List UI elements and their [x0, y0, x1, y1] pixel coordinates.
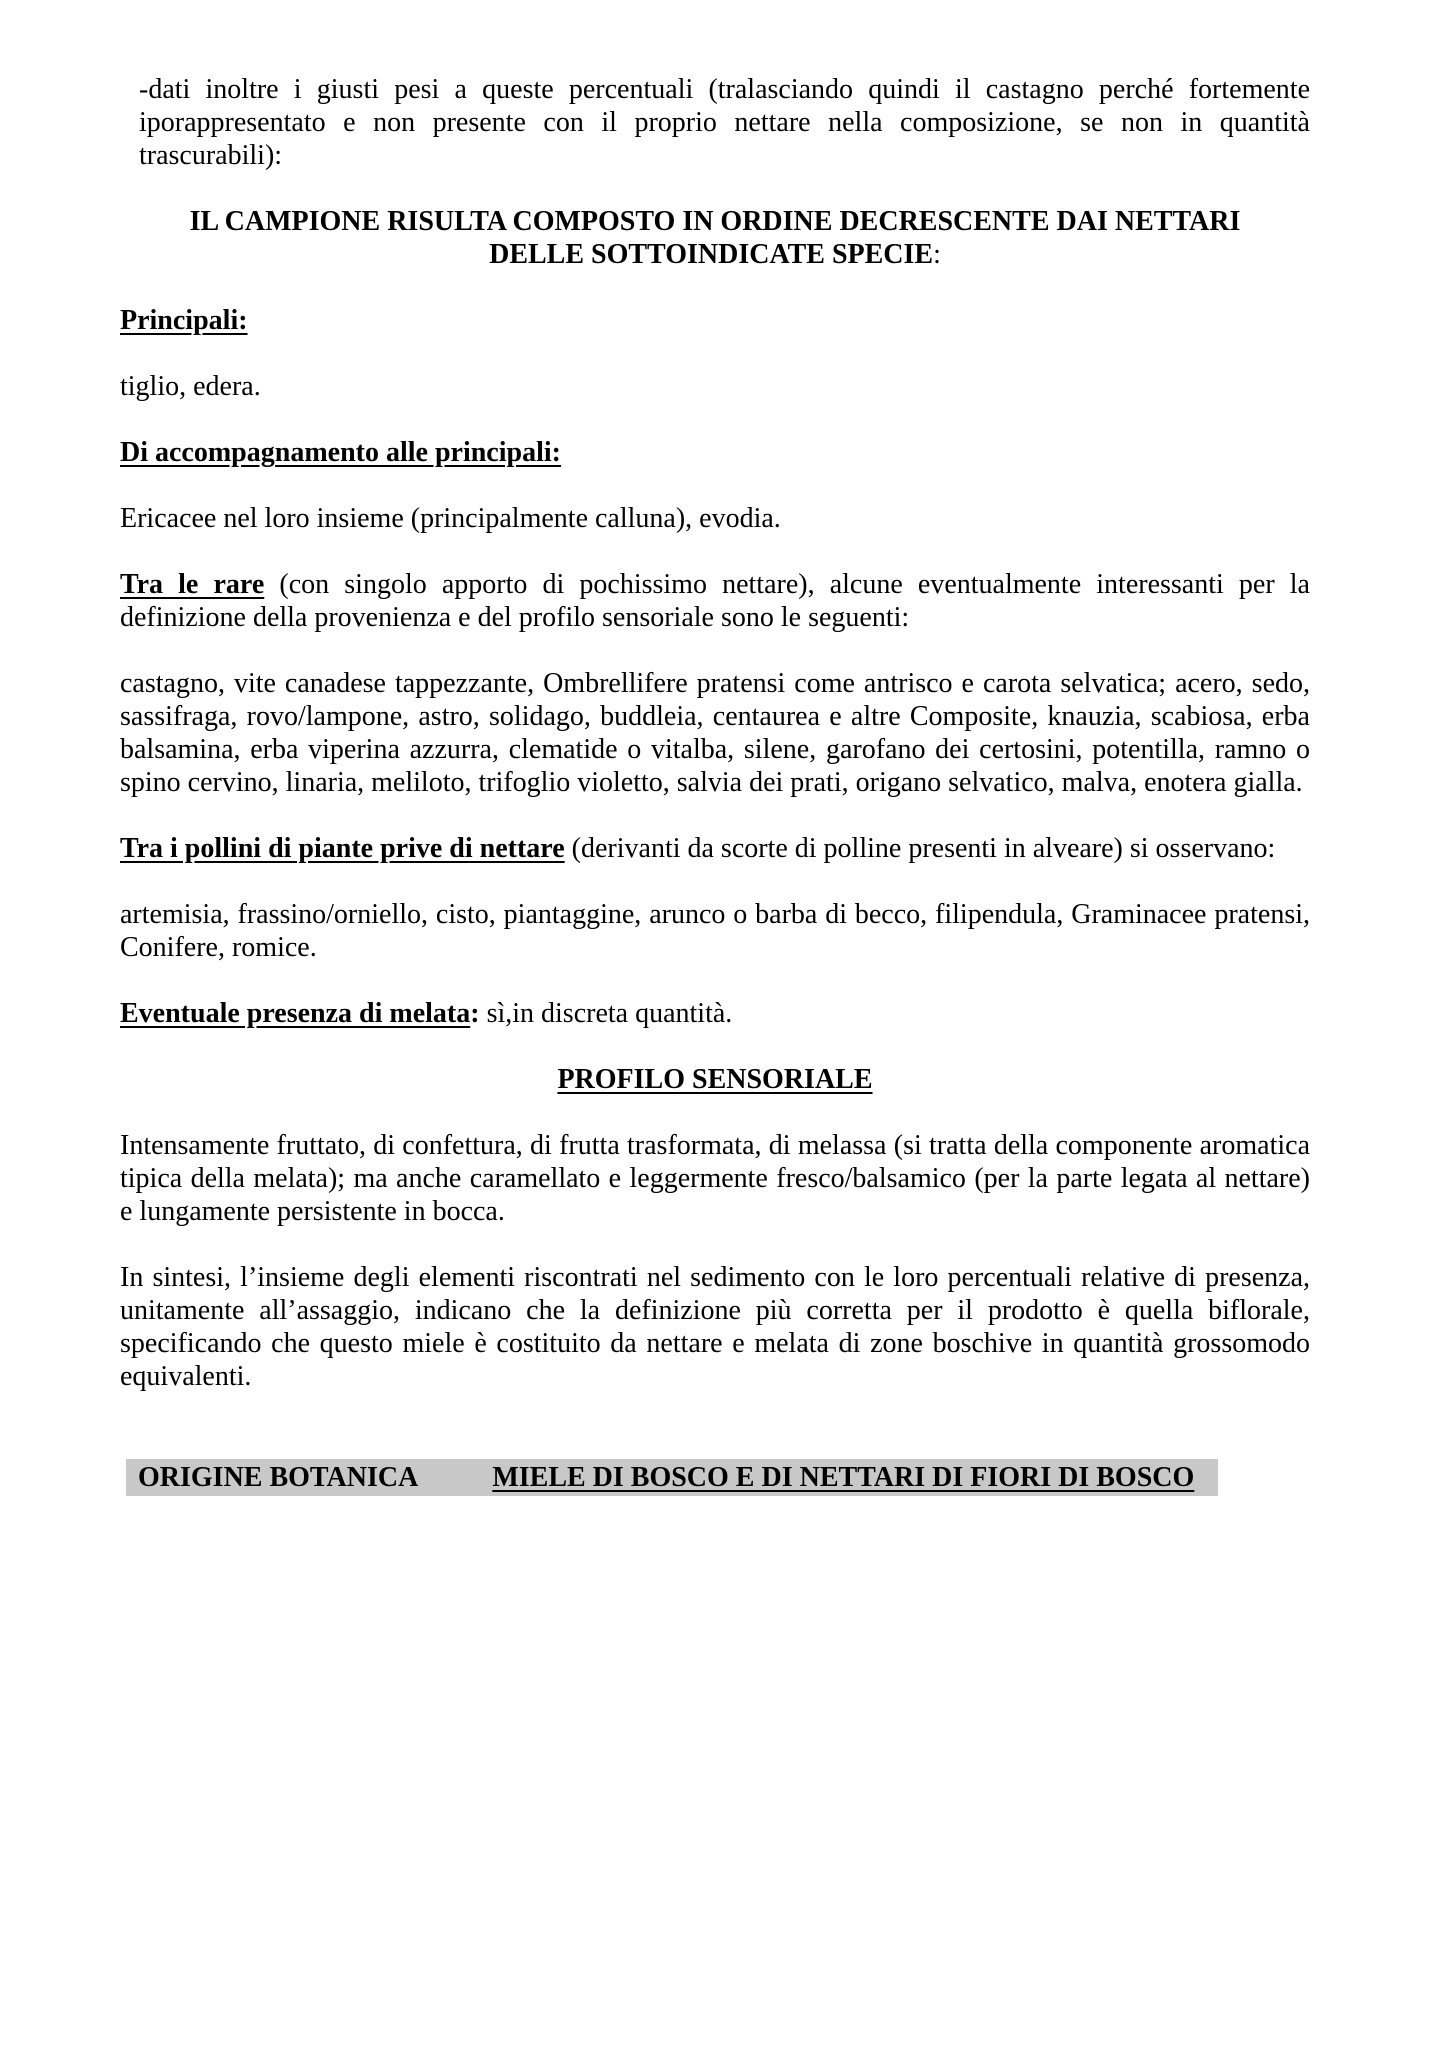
pollini-rest: (derivanti da scorte di polline presenti in alveare) si osservano:	[564, 833, 1276, 864]
rare-paragraph	[120, 568, 1310, 634]
pollini-species-list: artemisia, frassino/orniello, cisto, piantaggine, arunco o barba di becco, filipendula, Graminacee pratensi, Conifere, romice.	[120, 899, 1310, 963]
principali-text: tiglio, edera.	[120, 371, 261, 402]
accompagnamento-label	[120, 436, 1310, 469]
origine-botanica-label: ORIGINE BOTANICA	[138, 1462, 419, 1493]
accompagnamento-text: Ericacee nel loro insieme (principalmente calluna), evodia.	[120, 503, 781, 534]
composition-heading	[120, 205, 1310, 271]
origine-botanica-row	[126, 1459, 1218, 1496]
intro-paragraph: -dati inoltre i giusti pesi a queste percentuali (tralasciando quindi il castagno perché fortemente iporappresentato e non presente con il proprio nettare nella composizione, se non in quantità trascurabili):	[139, 74, 1310, 171]
melata-rest: sì,in discreta quantità.	[479, 998, 733, 1029]
rare-species-list: castagno, vite canadese tappezzante, Ombrellifere pratensi come antrisco e carota selvatica; acero, sedo, sassifraga, rovo/lampone, astro, solidago, buddleia, centaurea e altre Composite, knauzia, scabiosa, erba balsamina, erba viperina azzurra, clematide o vitalba, silene, garofano dei certosini, potentilla, ramno o spino cervino, linaria, meliloto, trifoglio violetto, salvia dei prati, origano selvatico, malva, enotera gialla.	[120, 668, 1310, 798]
profilo-paragraph-2: In sintesi, l’insieme degli elementi riscontrati nel sedimento con le loro percentuali relative di presenza, unitamente all’assaggio, indicano che la definizione più corretta per il prodotto è quella biflorale, specificando che questo miele è costituito da nettare e melata di zone boschive in quantità grossomodo equivalenti.	[120, 1262, 1310, 1392]
composition-heading-line1: IL CAMPIONE RISULTA COMPOSTO IN ORDINE DECRESCENTE DAI NETTARI	[189, 206, 1241, 237]
rare-rest: (con singolo apporto di pochissimo nettare), alcune eventualmente interessanti per la definizione della provenienza e del profilo sensoriale sono le seguenti:	[120, 569, 1310, 633]
melata-colon: :	[470, 998, 480, 1029]
profilo-sensoriale-heading-text: PROFILO SENSORIALE	[557, 1064, 873, 1095]
composition-heading-line2-text: DELLE SOTTOINDICATE SPECIE	[489, 239, 934, 270]
melata-lead: Eventuale presenza di melata	[120, 998, 471, 1029]
profilo-sensoriale-heading	[120, 1063, 1310, 1096]
accompagnamento-label-text: Di accompagnamento alle principali:	[120, 437, 561, 468]
principali-label	[120, 304, 1310, 337]
principali-label-text: Principali:	[120, 305, 248, 336]
profilo-paragraph-1: Intensamente fruttato, di confettura, di frutta trasformata, di melassa (si tratta della componente aromatica tipica della melata); ma anche caramellato e leggermente fresco/balsamico (per la parte legata al nettare) e lungamente persistente in bocca.	[120, 1130, 1310, 1227]
pollini-lead: Tra i pollini di piante prive di nettare	[120, 833, 565, 864]
rare-lead: Tra le rare	[120, 569, 265, 600]
origine-botanica-value: MIELE DI BOSCO E DI NETTARI DI FIORI DI BOSCO	[492, 1462, 1195, 1493]
composition-heading-line2-colon: :	[933, 239, 941, 270]
melata-line	[120, 997, 1310, 1030]
pollini-paragraph	[120, 832, 1310, 865]
composition-heading-line2	[120, 238, 1310, 271]
